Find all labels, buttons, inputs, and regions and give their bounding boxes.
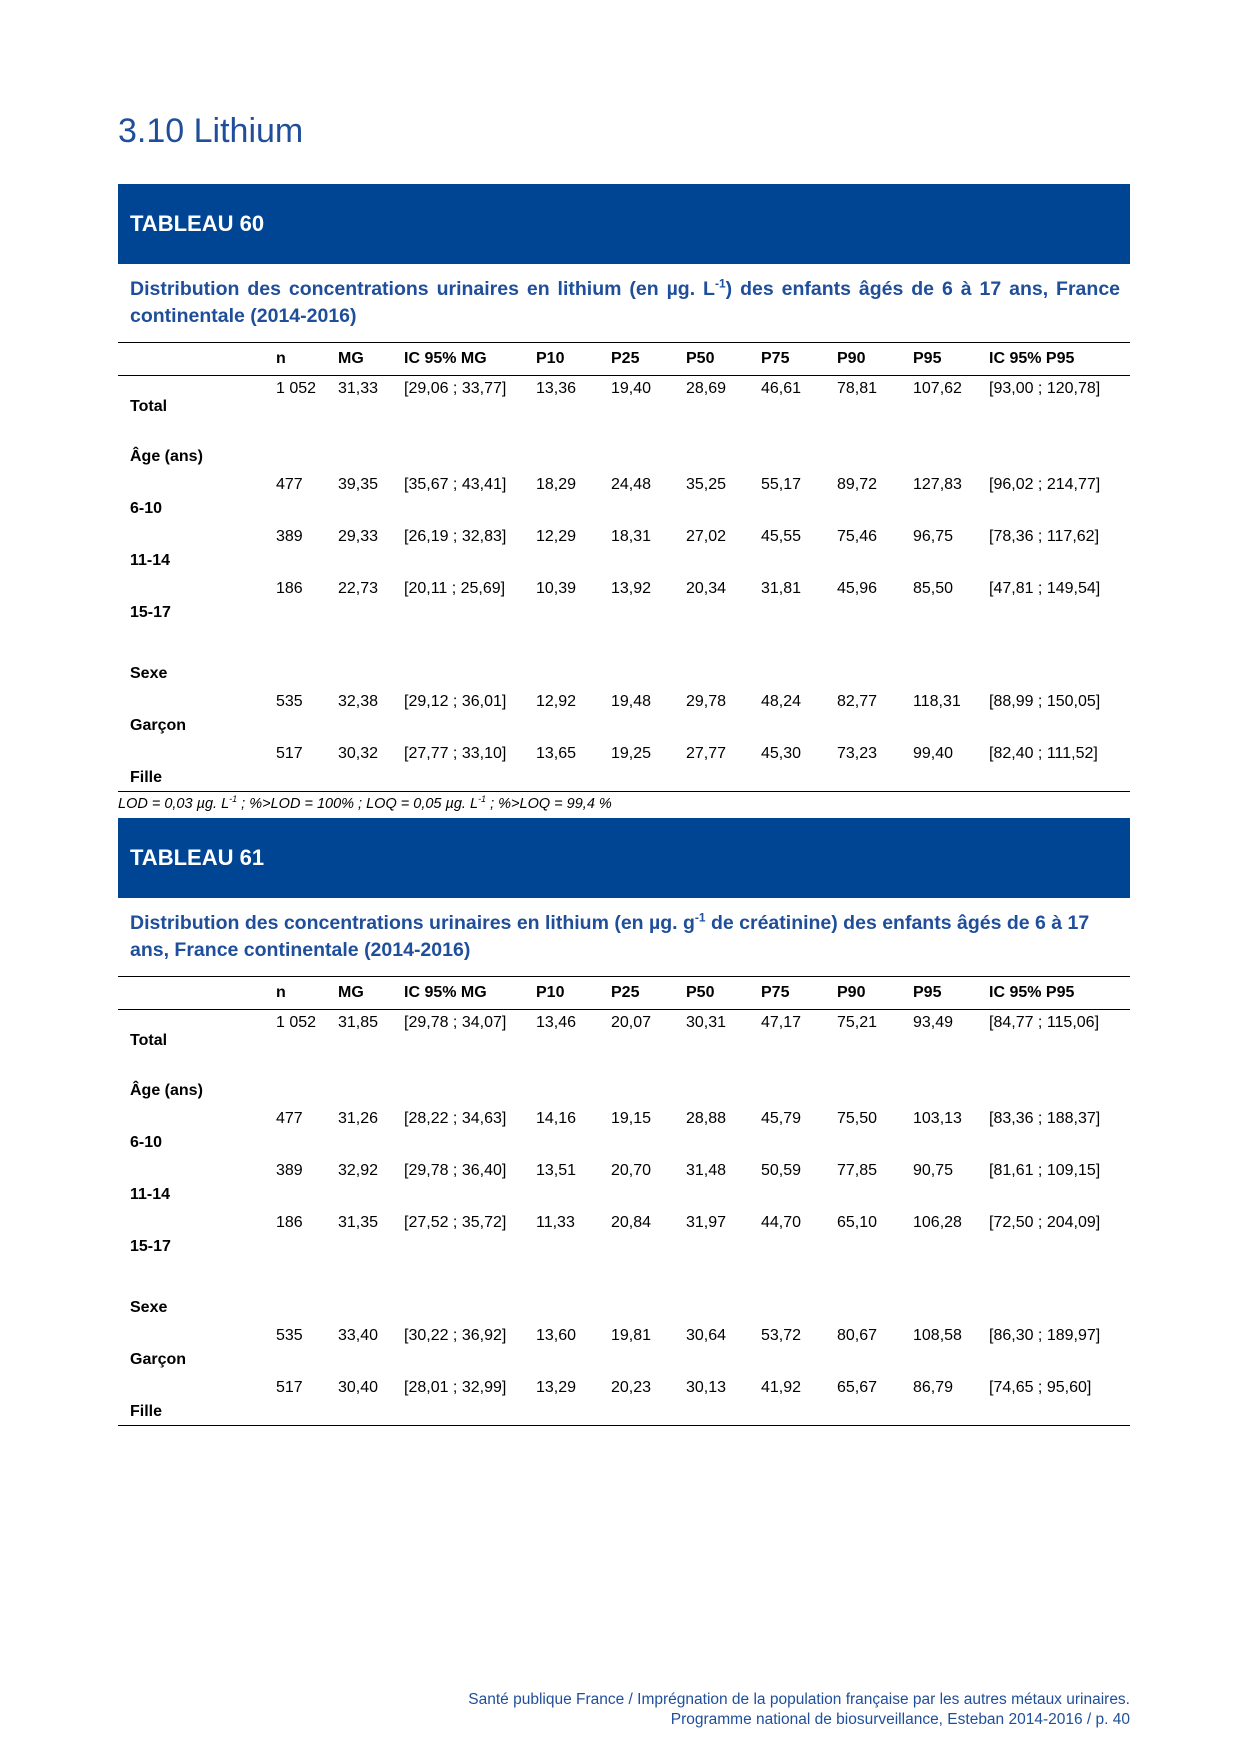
table-cell: 13,29	[536, 1373, 611, 1426]
table-group-row	[118, 1260, 1130, 1321]
table-cell: 39,35	[338, 476, 379, 493]
table-cell: 19,15	[611, 1110, 652, 1127]
row-label: Total	[130, 398, 168, 415]
table-cell: 82,77	[837, 693, 878, 710]
table-cell: 18,31	[611, 528, 652, 545]
table-cell: 31,26	[338, 1110, 379, 1127]
table-row	[118, 1010, 1130, 1055]
table-cell: 75,21	[837, 1014, 878, 1031]
table-row	[118, 1373, 1130, 1426]
column-header: P95	[913, 343, 989, 376]
row-label: 11-14	[130, 552, 171, 569]
table-cell: 93,49	[913, 1014, 954, 1031]
column-header: IC 95% P95	[989, 343, 1130, 376]
table-cell: 32,38	[338, 693, 379, 710]
table-cell: 13,60	[536, 1327, 577, 1344]
table-header-row	[118, 343, 1130, 376]
column-header: P75	[761, 977, 837, 1010]
table-cell: 18,29	[536, 476, 577, 493]
table-cell: [78,36 ; 117,62]	[989, 528, 1100, 545]
table-61	[118, 976, 1130, 1426]
table-cell: [84,77 ; 115,06]	[989, 1014, 1100, 1031]
table-cell: 75,50	[837, 1110, 878, 1127]
column-header: P25	[611, 343, 686, 376]
table-cell: 127,83	[913, 476, 962, 493]
table-row	[118, 1208, 1130, 1260]
table-cell: 103,13	[913, 1110, 962, 1127]
table-cell: 29,78	[686, 693, 727, 710]
table-cell: 65,67	[837, 1373, 913, 1426]
table-row	[118, 1321, 1130, 1373]
table-cell: 29,33	[338, 528, 379, 545]
table-cell: [72,50 ; 204,09]	[989, 1214, 1101, 1231]
table-cell: [29,78 ; 36,40]	[404, 1162, 507, 1179]
table-cell: 47,17	[761, 1014, 802, 1031]
table-cell: 517	[276, 739, 338, 792]
table-cell: 13,36	[536, 380, 577, 397]
table-cell: 31,85	[338, 1014, 379, 1031]
table-cell: 27,02	[686, 528, 727, 545]
table-cell: [88,99 ; 150,05]	[989, 693, 1101, 710]
column-header: MG	[338, 977, 404, 1010]
table-60-block	[118, 184, 1130, 812]
table-cell: 99,40	[913, 739, 989, 792]
table-cell: 118,31	[913, 693, 961, 710]
row-label: 6-10	[130, 1134, 163, 1151]
column-header: MG	[338, 343, 404, 376]
table-row	[118, 574, 1130, 626]
table-cell: 80,67	[837, 1327, 878, 1344]
table-row	[118, 1104, 1130, 1156]
table-cell: 517	[276, 1373, 338, 1426]
table-cell: 31,35	[338, 1214, 379, 1231]
table-cell: 48,24	[761, 693, 802, 710]
row-label: Garçon	[130, 1351, 187, 1368]
table-cell: 28,69	[686, 380, 727, 397]
table-cell: 86,79	[913, 1373, 989, 1426]
table-61-caption: Distribution des concentrations urinaires en lithium (en µg. $g^{-1}$ de créatinine) des enfants âgés de 6 à 17 ans, France continentale (2014-2016)	[130, 910, 1090, 961]
table-cell: [35,67 ; 43,41]	[404, 476, 507, 493]
table-cell: [26,19 ; 32,83]	[404, 528, 507, 545]
table-cell: 13,92	[611, 580, 652, 597]
column-header	[118, 343, 276, 376]
table-header-row	[118, 977, 1130, 1010]
table-60-footnote: LOD = 0,03 µg. $L^{-1}$ ; %>LOD = 100% ; LOQ = 0,05 µg. $L^{-1}$ ; %>LOQ = 99,4 %	[118, 794, 612, 812]
table-cell: 13,65	[536, 739, 611, 792]
table-cell: 13,46	[536, 1014, 577, 1031]
table-cell: 106,28	[913, 1214, 962, 1231]
table-cell: 45,96	[837, 580, 878, 597]
group-label-age: Âge (ans)	[130, 448, 203, 465]
table-cell: [28,22 ; 34,63]	[404, 1110, 507, 1127]
table-60-banner: TABLEAU 60	[118, 184, 1130, 264]
table-cell: 85,50	[913, 580, 954, 597]
table-cell: 477	[276, 476, 303, 493]
page-footer	[468, 1690, 1130, 1730]
table-cell: 30,32	[338, 739, 404, 792]
table-cell: 20,84	[611, 1214, 652, 1231]
table-cell: 31,97	[686, 1214, 727, 1231]
column-header: P50	[686, 977, 761, 1010]
table-cell: 45,79	[761, 1110, 802, 1127]
table-cell: 53,72	[761, 1327, 802, 1344]
table-cell: 31,48	[686, 1162, 727, 1179]
table-cell: 89,72	[837, 476, 878, 493]
table-60-caption: Distribution des concentrations urinaires en lithium (en µg. $L^{-1}$) des enfants âgés de 6 à 17 ans, France continentale (2014-2016)	[130, 276, 1121, 327]
table-row	[118, 739, 1130, 792]
table-61-block	[118, 818, 1130, 1426]
table-cell: 33,40	[338, 1327, 379, 1344]
group-label-sexe: Sexe	[130, 1299, 168, 1316]
table-cell: 30,64	[686, 1327, 727, 1344]
table-cell: 477	[276, 1110, 303, 1127]
table-cell: [29,06 ; 33,77]	[404, 380, 507, 397]
table-cell: 19,25	[611, 739, 686, 792]
table-cell: [20,11 ; 25,69]	[404, 580, 506, 597]
table-cell: 20,23	[611, 1373, 686, 1426]
column-header: P90	[837, 343, 913, 376]
table-cell: 389	[276, 1162, 303, 1179]
table-cell: 186	[276, 580, 303, 597]
table-cell: [27,52 ; 35,72]	[404, 1214, 507, 1231]
table-group-row	[118, 1054, 1130, 1104]
table-cell: 108,58	[913, 1327, 962, 1344]
table-61-banner: TABLEAU 61	[118, 818, 1130, 898]
row-label: Total	[130, 1032, 168, 1049]
table-60	[118, 342, 1130, 792]
table-row	[118, 522, 1130, 574]
row-label: 11-14	[130, 1186, 171, 1203]
column-header: IC 95% MG	[404, 977, 536, 1010]
column-header: P75	[761, 343, 837, 376]
table-cell: 30,31	[686, 1014, 727, 1031]
column-header: P50	[686, 343, 761, 376]
table-cell: [83,36 ; 188,37]	[989, 1110, 1101, 1127]
table-cell: 35,25	[686, 476, 727, 493]
table-cell: 20,07	[611, 1014, 652, 1031]
table-cell: 73,23	[837, 739, 913, 792]
table-cell: 45,30	[761, 739, 837, 792]
table-cell: 28,88	[686, 1110, 727, 1127]
table-cell: 1 052	[276, 380, 317, 397]
column-header: P90	[837, 977, 913, 1010]
table-cell: [86,30 ; 189,97]	[989, 1327, 1101, 1344]
group-label-sexe: Sexe	[130, 665, 168, 682]
table-cell: 78,81	[837, 380, 878, 397]
table-cell: [30,22 ; 36,92]	[404, 1327, 507, 1344]
table-cell: 44,70	[761, 1214, 802, 1231]
table-cell: [74,65 ; 95,60]	[989, 1373, 1130, 1426]
footer-line-2: Programme national de biosurveillance, Esteban 2014-2016 / p. 40	[670, 1711, 1130, 1728]
table-cell: 65,10	[837, 1214, 878, 1231]
table-cell: 19,81	[611, 1327, 652, 1344]
table-cell: [27,77 ; 33,10]	[404, 739, 536, 792]
table-row	[118, 687, 1130, 739]
table-cell: 31,81	[761, 580, 802, 597]
footer-line-1: Santé publique France / Imprégnation de la population française par les autres métaux urinaires.	[468, 1691, 1130, 1708]
table-cell: 535	[276, 693, 303, 710]
column-header: P95	[913, 977, 989, 1010]
table-row	[118, 470, 1130, 522]
table-cell: 19,48	[611, 693, 652, 710]
table-cell: 96,75	[913, 528, 954, 545]
table-cell: 75,46	[837, 528, 878, 545]
table-cell: [29,78 ; 34,07]	[404, 1014, 507, 1031]
table-cell: 32,92	[338, 1162, 379, 1179]
row-label: 15-17	[130, 1238, 171, 1255]
table-cell: 50,59	[761, 1162, 802, 1179]
table-cell: 31,33	[338, 380, 379, 397]
table-cell: 30,40	[338, 1373, 404, 1426]
table-cell: 1 052	[276, 1014, 317, 1031]
table-cell: 24,48	[611, 476, 652, 493]
table-cell: 22,73	[338, 580, 379, 597]
column-header: IC 95% P95	[989, 977, 1130, 1010]
table-cell: [96,02 ; 214,77]	[989, 476, 1101, 493]
column-header: n	[276, 977, 338, 1010]
table-cell: 535	[276, 1327, 303, 1344]
table-cell: 13,51	[536, 1162, 577, 1179]
group-label-age: Âge (ans)	[130, 1082, 203, 1099]
table-cell: 19,40	[611, 380, 652, 397]
table-cell: 107,62	[913, 380, 962, 397]
table-cell: 55,17	[761, 476, 802, 493]
column-header: P10	[536, 977, 611, 1010]
section-title: 3.10 Lithium	[118, 112, 304, 150]
column-header: P25	[611, 977, 686, 1010]
row-label: Fille	[118, 1373, 276, 1426]
table-cell: 46,61	[761, 380, 802, 397]
row-label: 6-10	[130, 500, 163, 517]
column-header: P10	[536, 343, 611, 376]
table-row	[118, 376, 1130, 421]
table-cell: 77,85	[837, 1162, 878, 1179]
table-cell: 389	[276, 528, 303, 545]
table-row	[118, 1156, 1130, 1208]
table-cell: [82,40 ; 111,52]	[989, 739, 1130, 792]
column-header: n	[276, 343, 338, 376]
table-cell: [47,81 ; 149,54]	[989, 580, 1101, 597]
table-cell: 41,92	[761, 1373, 837, 1426]
table-cell: [28,01 ; 32,99]	[404, 1373, 536, 1426]
table-group-row	[118, 420, 1130, 470]
table-cell: [29,12 ; 36,01]	[404, 693, 507, 710]
row-label: Fille	[118, 739, 276, 792]
table-cell: 27,77	[686, 739, 761, 792]
table-cell: 14,16	[536, 1110, 577, 1127]
column-header: IC 95% MG	[404, 343, 536, 376]
table-cell: 20,34	[686, 580, 727, 597]
row-label: Garçon	[130, 717, 187, 734]
table-group-row	[118, 626, 1130, 687]
table-cell: 45,55	[761, 528, 802, 545]
table-cell: 20,70	[611, 1162, 652, 1179]
table-cell: 11,33	[536, 1214, 575, 1231]
row-label: 15-17	[130, 604, 171, 621]
table-cell: 12,29	[536, 528, 577, 545]
table-cell: 186	[276, 1214, 303, 1231]
table-cell: 30,13	[686, 1373, 761, 1426]
table-cell: 10,39	[536, 580, 577, 597]
table-cell: [81,61 ; 109,15]	[989, 1162, 1101, 1179]
table-cell: [93,00 ; 120,78]	[989, 380, 1101, 397]
table-cell: 90,75	[913, 1162, 954, 1179]
table-cell: 12,92	[536, 693, 577, 710]
column-header	[118, 977, 276, 1010]
